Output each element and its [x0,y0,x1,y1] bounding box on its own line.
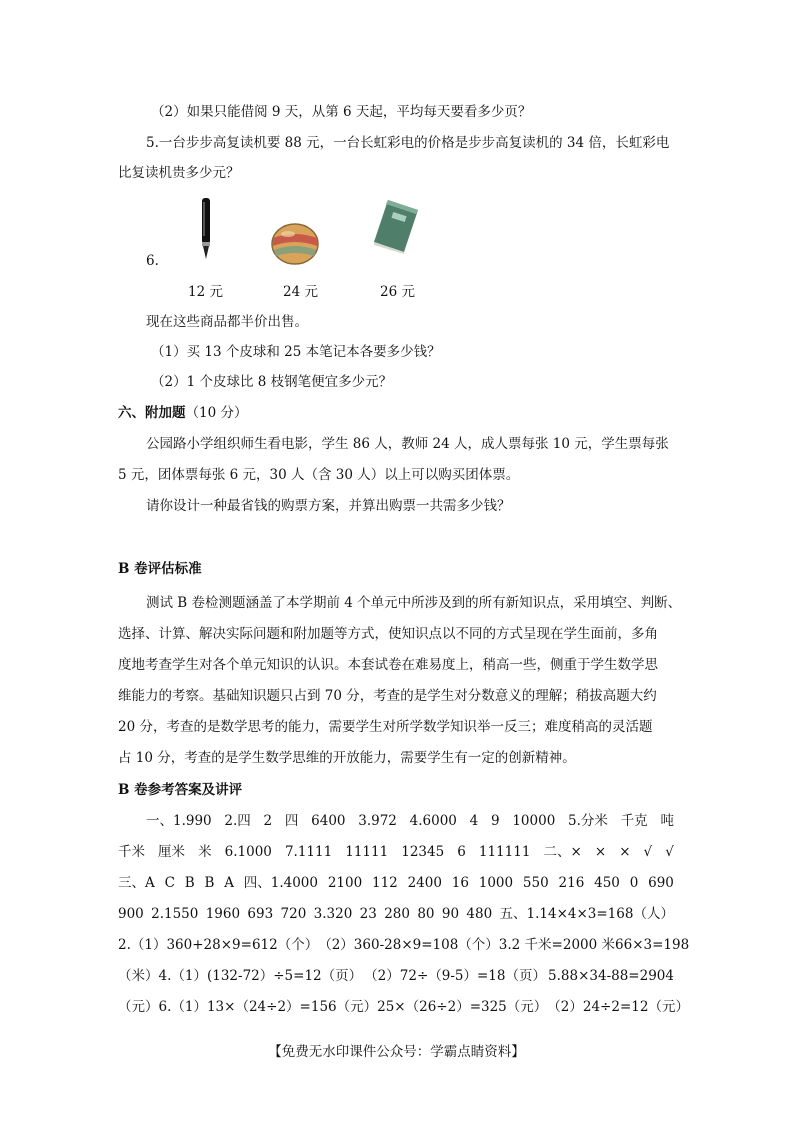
answer-cell: 2.1550 [151,906,199,922]
answer-cell: 112 [371,875,398,891]
answer-cell: 二、× [543,844,582,860]
answer-cell: 280 [384,906,410,922]
answer-cell: （2）24÷2=12（元） [547,999,689,1015]
answer-cell: 66×3=198 [615,937,690,953]
answer-cell: （米）4.（1）(132-72）÷5=12（页） [118,968,363,984]
answer-cell: （2）72÷（9-5）=18（页） [364,968,546,984]
question-4-part-2: （2）如果只能借阅 9 天，从第 6 天起，平均每天要看多少页？ [151,104,532,120]
question-5-line-2: 比复读机贵多少元？ [118,165,240,181]
answer-cell: A [224,875,234,891]
answer-cell: 五、1.14×4×3=168（人） [499,906,674,922]
answer-cell: 216 [558,875,585,891]
answer-cell: 一、1.990 [146,813,212,829]
answer-cell: 25×（26÷2）=325（元） [377,999,548,1015]
answers-row [146,812,674,830]
answer-cell: 6.（1）13×（24÷2）=156（元） [158,999,378,1015]
answer-cell: 1960 [205,906,241,922]
answer-cell: 千克 [620,813,648,829]
answer-cell: 6.1000 [224,844,272,860]
answer-cell: × [619,844,631,860]
section-6-paragraph-line-1: 公园路小学组织师生看电影，学生 86 人，教师 24 人，成人票每张 10 元，学生票每张 [146,436,669,452]
answer-cell: 2.（1）360+28×9=612（个） [118,937,319,953]
question-5-line-1: 5.一台步步高复读机要 88 元，一台长虹彩电的价格是步步高复读机的 34 倍，长虹彩电 [146,135,670,151]
answer-cell: 720 [280,906,307,922]
section-6-title: 六、附加题 [118,405,186,421]
answer-cell: （2）360-28×9=108（个） [318,937,499,953]
section-6-heading [118,404,247,422]
evaluation-line: 度地考查学生对各个单元知识的认识。本套试卷在难易度上，稍高一些，侧重于学生数学思 [118,657,658,673]
answer-cell: 900 [118,906,144,922]
evaluation-line: 维能力的考察。基础知识题只占到 70 分，考查的是学生对分数意义的理解；稍拔高题大约 [118,688,657,704]
answer-cell: 米 [198,844,212,860]
answer-cell: 693 [247,906,274,922]
evaluation-line: 20 分，考查的是数学思考的能力，需要学生对所学数学知识举一反三；难度稍高的灵活题 [118,719,653,735]
ball-icon [270,222,320,266]
evaluation-line: 选择、计算、解决实际问题和附加题等方式，使知识点以不同的方式呈现在学生面前，多角 [118,626,658,642]
answer-cell: × [594,844,607,860]
question-6-part-1: （1）买 13 个皮球和 25 本笔记本各要多少钱？ [151,344,441,360]
answer-cell: 12345 [401,844,445,860]
answer-cell: 11111 [345,844,389,860]
question-6-part-2: （2）1 个皮球比 8 枝钢笔便宜多少元？ [151,374,393,390]
section-6-question: 请你设计一种最省钱的购票方案，并算出购票一共需多少钱？ [146,498,511,514]
answer-cell: 5.分米 [568,813,608,829]
answer-cell: 10000 [512,813,556,829]
answer-cell: √ [665,844,674,860]
answer-cell: 90 [441,906,460,922]
notebook-price: 26 元 [380,284,415,300]
answer-cell: 3.972 [358,813,397,829]
fountain-pen-icon [196,196,216,262]
answer-cell: 480 [466,906,493,922]
answer-cell: B [204,875,215,891]
question-6-intro: 现在这些商品都半价出售。 [146,314,308,330]
footer-note: 【免费无水印课件公众号：学霸点睛资料】 [268,1044,525,1060]
answer-cell: 3.2 千米=2000 米 [498,937,616,953]
answer-cell: C [164,875,175,891]
evaluation-title: B 卷评估标准 [118,561,202,577]
answer-cell: 2400 [407,875,442,891]
answer-cell: 23 [359,906,377,922]
answer-cell: 千米 [118,844,145,860]
answer-cell: 690 [648,875,674,891]
answer-cell: B [184,875,195,891]
answer-cell: （元） [118,999,159,1015]
answer-cell: √ [643,844,653,860]
answer-cell: 16 [451,875,469,891]
answer-cell: 6 [457,844,466,860]
answer-cell: 80 [417,906,435,922]
pen-price: 12 元 [188,284,223,300]
answer-cell: 四、1.4000 [243,875,318,891]
answers-row [118,905,674,923]
answer-cell: 厘米 [158,844,186,860]
answers-row [118,998,689,1016]
answer-cell: 2100 [327,875,363,891]
answer-cell: 9 [491,813,500,829]
answer-cell: 三、A [118,875,155,891]
answer-cell: 111111 [478,844,531,860]
answer-cell: 4.6000 [409,813,457,829]
answers-row [118,967,674,985]
answer-cell: 5.88×34-88=2904 [548,968,674,984]
evaluation-line: 占 10 分，考查的是学生数学思维的开放能力，需要学生有一定的创新精神。 [118,750,576,766]
answer-cell: 0 [629,875,639,891]
evaluation-line: 测试 B 卷检测题涵盖了本学期前 4 个单元中所涉及到的所有新知识点，采用填空、判断、 [146,595,682,611]
question-6-number: 6. [146,253,159,269]
answer-cell: 四 [284,813,299,829]
answers-title: B 卷参考答案及讲评 [118,782,243,798]
answer-cell: 2.四 [224,813,251,829]
answer-cell: 1000 [478,875,514,891]
answer-cell: 450 [594,875,620,891]
answers-row [118,843,674,861]
answers-row [118,936,690,954]
answer-cell: 550 [522,875,549,891]
answer-cell: 吨 [660,813,674,829]
answer-cell: 7.1111 [284,844,333,860]
section-6-paragraph-line-2: 5 元，团体票每张 6 元，30 人（含 30 人）以上可以购买团体票。 [118,467,520,483]
notebook-icon [372,198,420,254]
answers-row [118,874,674,892]
answer-cell: 3.320 [313,906,353,922]
answer-cell: 4 [469,813,479,829]
answer-cell: 2 [263,813,273,829]
answer-cell: 6400 [311,813,346,829]
ball-price: 24 元 [283,284,318,300]
section-6-score: （10 分） [185,405,248,421]
